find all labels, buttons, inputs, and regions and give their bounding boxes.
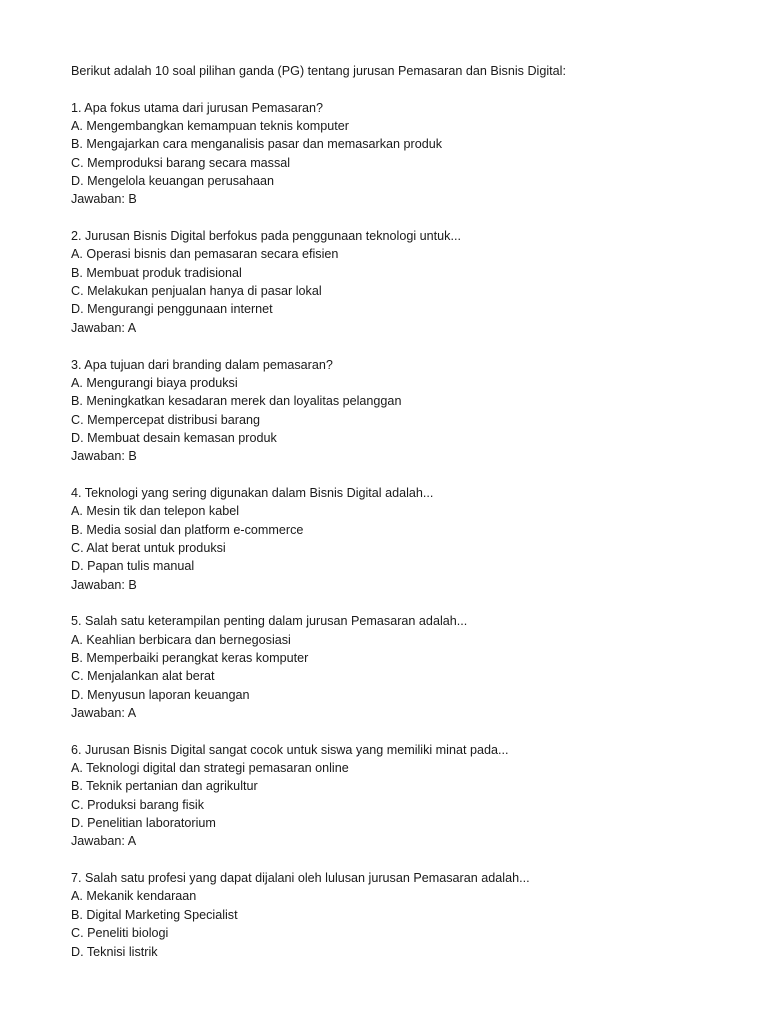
option-a: A. Mengurangi biaya produksi (71, 375, 238, 390)
answer-key: Jawaban: B (71, 449, 137, 464)
option-d: D. Menyusun laporan keuangan (71, 687, 250, 702)
option-d: D. Papan tulis manual (71, 559, 195, 574)
option-a: A. Teknologi digital dan strategi pemasaran online (71, 761, 349, 776)
question-text: 4. Teknologi yang sering digunakan dalam Bisnis Digital adalah... (71, 485, 434, 500)
option-b: B. Membuat produk tradisional (71, 265, 242, 280)
question-4 (71, 484, 711, 594)
option-c: C. Melakukan penjualan hanya di pasar lokal (71, 284, 322, 299)
option-d: D. Mengelola keuangan perusahaan (71, 174, 275, 189)
answer-key: Jawaban: A (71, 320, 137, 335)
answer-key: Jawaban: B (71, 577, 137, 592)
question-text: 1. Apa fokus utama dari jurusan Pemasaran? (71, 100, 324, 115)
question-1 (71, 99, 711, 209)
option-c: C. Mempercepat distribusi barang (71, 412, 260, 427)
question-6 (71, 741, 711, 851)
option-a: A. Mengembangkan kemampuan teknis komputer (71, 119, 349, 134)
question-5 (71, 612, 711, 722)
option-b: B. Mengajarkan cara menganalisis pasar dan memasarkan produk (71, 137, 443, 152)
option-b: B. Teknik pertanian dan agrikultur (71, 779, 258, 794)
question-text: 2. Jurusan Bisnis Digital berfokus pada penggunaan teknologi untuk... (71, 229, 461, 244)
question-2 (71, 227, 711, 337)
option-a: A. Mekanik kendaraan (71, 889, 197, 904)
question-text: 6. Jurusan Bisnis Digital sangat cocok untuk siswa yang memiliki minat pada... (71, 742, 509, 757)
question-text: 3. Apa tujuan dari branding dalam pemasaran? (71, 357, 333, 372)
option-b: B. Digital Marketing Specialist (71, 907, 238, 922)
option-c: C. Menjalankan alat berat (71, 669, 215, 684)
answer-key: Jawaban: A (71, 834, 137, 849)
option-d: D. Teknisi listrik (71, 944, 158, 959)
question-text: 7. Salah satu profesi yang dapat dijalani oleh lulusan jurusan Pemasaran adalah... (71, 871, 530, 886)
option-c: C. Produksi barang fisik (71, 797, 204, 812)
option-b: B. Media sosial dan platform e-commerce (71, 522, 304, 537)
option-b: B. Memperbaiki perangkat keras komputer (71, 651, 309, 665)
question-3 (71, 356, 711, 466)
option-c: C. Peneliti biologi (71, 926, 169, 941)
option-c: C. Memproduksi barang secara massal (71, 155, 291, 170)
option-a: A. Operasi bisnis dan pemasaran secara efisien (71, 247, 339, 262)
option-d: D. Mengurangi penggunaan internet (71, 302, 273, 317)
question-text: 5. Salah satu keterampilan penting dalam jurusan Pemasaran adalah... (71, 614, 468, 629)
option-d: D. Membuat desain kemasan produk (71, 430, 277, 445)
answer-key: Jawaban: B (71, 192, 137, 207)
option-a: A. Mesin tik dan telepon kabel (71, 504, 240, 519)
option-b: B. Meningkatkan kesadaran merek dan loyalitas pelanggan (71, 394, 402, 409)
intro-text: Berikut adalah 10 soal pilihan ganda (PG) tentang jurusan Pemasaran dan Bisnis Digital: (71, 64, 566, 78)
answer-key: Jawaban: A (71, 706, 137, 721)
document-body (71, 62, 711, 961)
option-c: C. Alat berat untuk produksi (71, 540, 226, 555)
option-d: D. Penelitian laboratorium (71, 816, 216, 831)
question-7 (71, 869, 711, 961)
option-a: A. Keahlian berbicara dan bernegosiasi (71, 632, 291, 647)
